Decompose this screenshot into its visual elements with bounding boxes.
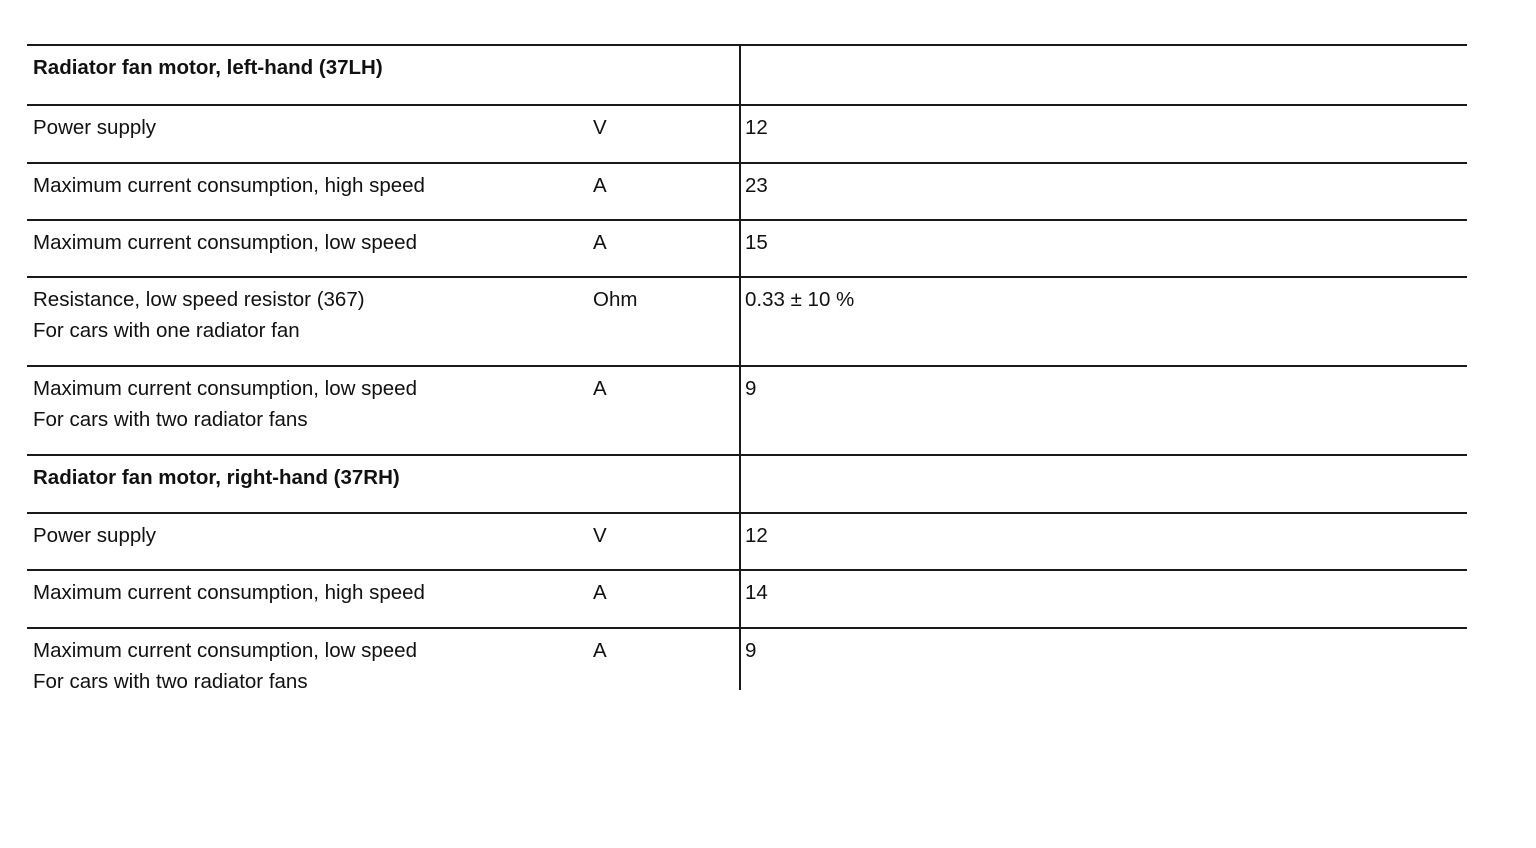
column-divider: [739, 44, 741, 690]
parameter-label: Maximum current consumption, low speed: [33, 231, 417, 254]
unit-cell: Ohm: [593, 288, 638, 311]
section-title: Radiator fan motor, left-hand (37LH): [33, 56, 383, 79]
parameter-label: Power supply: [33, 524, 157, 547]
value-cell: 14: [745, 581, 768, 604]
parameter-label: Maximum current consumption, low speed For cars with two radiator fans: [33, 377, 417, 431]
table-row: [27, 569, 1467, 627]
table-row: [27, 627, 1467, 693]
parameter-label: Power supply: [33, 116, 157, 139]
value-cell: 12: [745, 116, 768, 139]
parameter-label: Resistance, low speed resistor (367) For cars with one radiator fan: [33, 288, 365, 342]
section-heading-row: [27, 44, 1467, 104]
table-row: [27, 365, 1467, 454]
unit-cell: A: [593, 639, 607, 662]
value-cell: 12: [745, 524, 768, 547]
table-row: [27, 104, 1467, 162]
table-row: [27, 512, 1467, 569]
table-row: [27, 219, 1467, 276]
unit-cell: V: [593, 116, 607, 139]
unit-cell: A: [593, 231, 607, 254]
value-cell: 9: [745, 639, 757, 662]
value-cell: 15: [745, 231, 768, 254]
parameter-label: Maximum current consumption, low speed For cars with two radiator fans: [33, 639, 417, 693]
section-heading-row: [27, 454, 1467, 512]
parameter-label: Maximum current consumption, high speed: [33, 174, 425, 197]
unit-cell: A: [593, 377, 607, 400]
value-cell: 9: [745, 377, 757, 400]
value-cell: 0.33 ± 10 %: [745, 288, 855, 311]
parameter-label: Maximum current consumption, high speed: [33, 581, 425, 604]
unit-cell: A: [593, 581, 607, 604]
table-row: [27, 276, 1467, 365]
table-row: [27, 162, 1467, 219]
unit-cell: A: [593, 174, 607, 197]
spec-table: [27, 44, 1467, 693]
unit-cell: V: [593, 524, 607, 547]
value-cell: 23: [745, 174, 768, 197]
section-title: Radiator fan motor, right-hand (37RH): [33, 466, 400, 489]
